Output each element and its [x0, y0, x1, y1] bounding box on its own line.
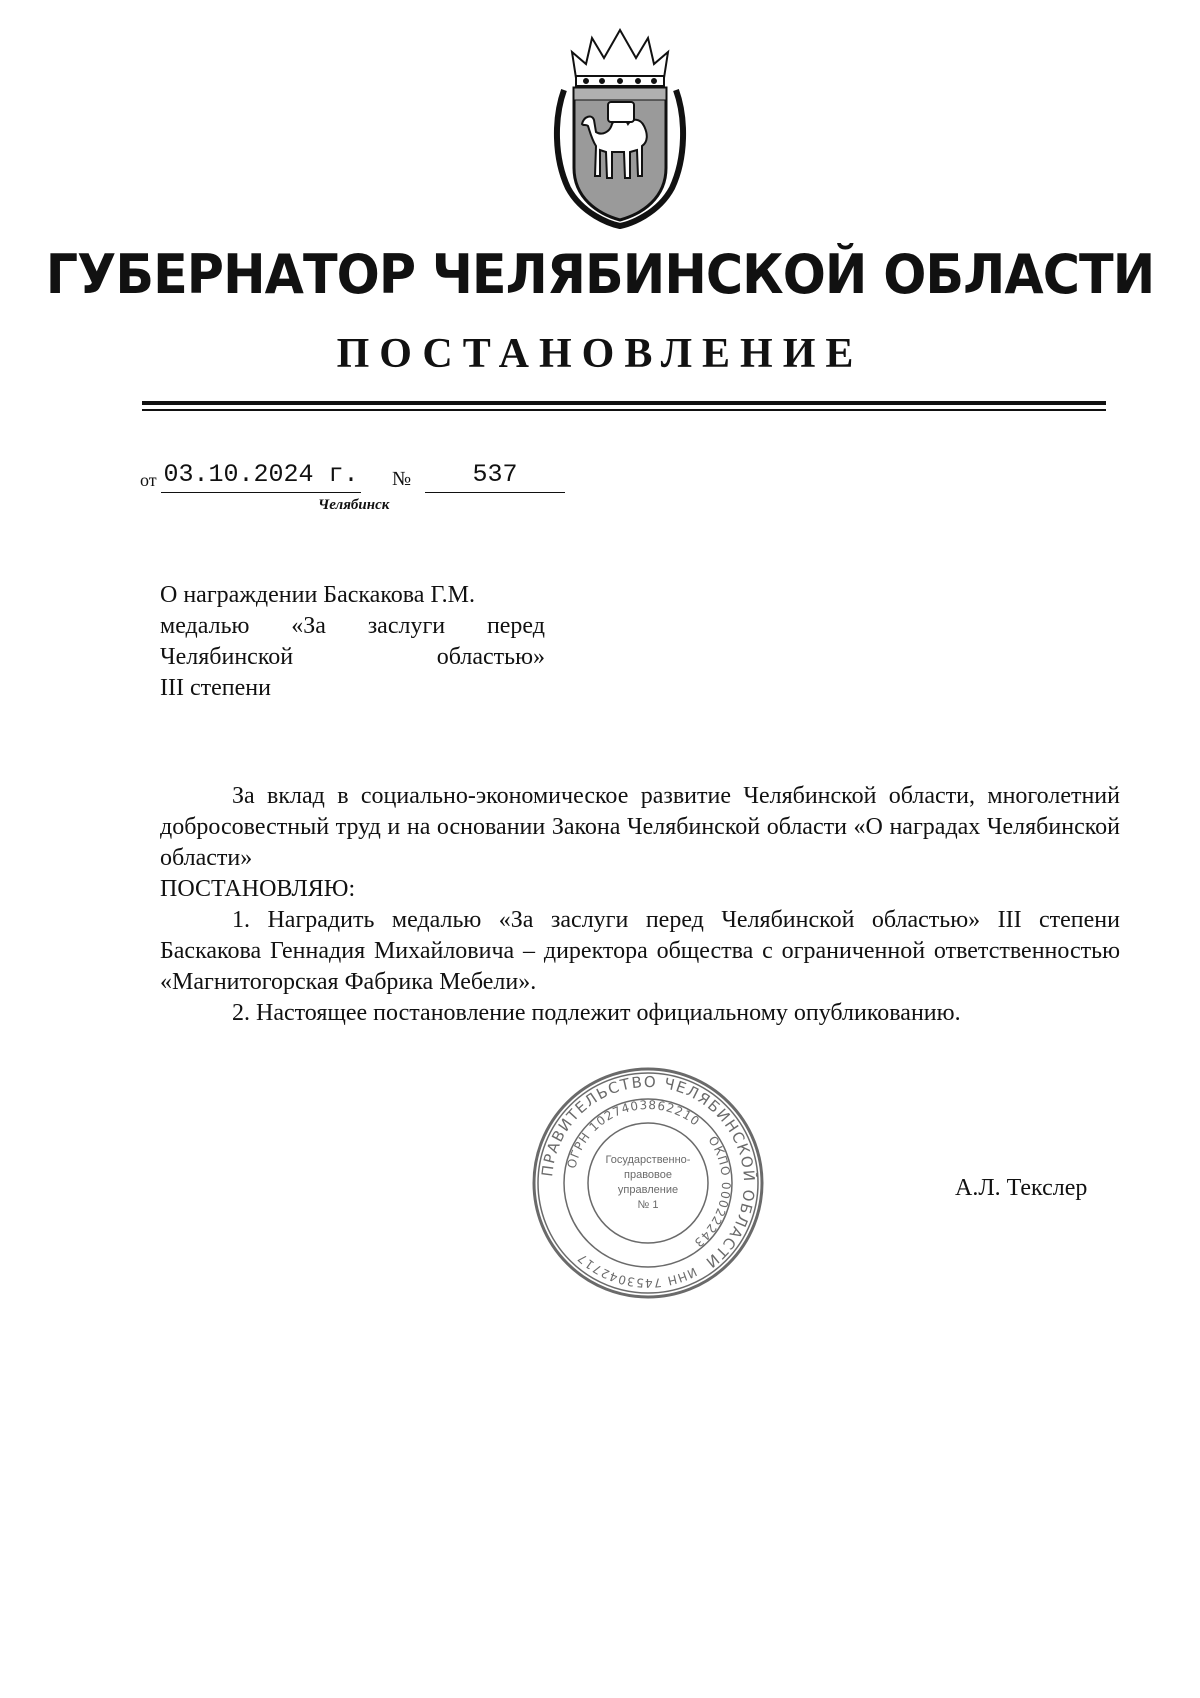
number-sign: № — [392, 468, 412, 490]
stamp-inner-line: № 1 — [637, 1199, 659, 1211]
header-divider-thin — [142, 409, 1106, 411]
stamp-inner-line: Государственно- — [605, 1154, 691, 1166]
stamp-inner-line: управление — [617, 1184, 679, 1196]
stamp-inner-line: правовое — [624, 1169, 672, 1181]
stamp-inn: ИНН 7453042717 — [574, 1250, 700, 1291]
stamp-ogrn: ОГРН 1027403862210 — [564, 1097, 703, 1170]
official-stamp — [528, 1063, 768, 1303]
document-number: 537 — [425, 460, 565, 493]
signatory-name: А.Л. Текслер — [955, 1175, 1088, 1201]
subject-line: III степени — [160, 675, 271, 701]
preamble-paragraph: За вклад в социально-экономическое развитие Челябинской области, многолетний добросовестный труд и на основании Закона Челябинской области «О наградах Челябинской области» — [160, 783, 1120, 871]
city-label: Челябинск — [318, 497, 390, 513]
subject-word: Челябинской — [160, 644, 294, 670]
subject-line: О награждении Баскакова Г.М. — [160, 582, 475, 608]
subject-word: медалью — [160, 613, 250, 639]
document-subject — [160, 580, 545, 704]
document-date: 03.10.2024 г. — [161, 460, 361, 493]
decree-word: ПОСТАНОВЛЯЮ: — [160, 876, 356, 902]
document-meta-line — [140, 460, 740, 494]
stamp-outer-text: ПРАВИТЕЛЬСТВО ЧЕЛЯБИНСКОЙ ОБЛАСТИ — [538, 1072, 759, 1273]
subject-word: перед — [486, 613, 545, 639]
header-divider-thick — [142, 401, 1106, 405]
subject-word: заслуги — [367, 613, 446, 639]
decree-item-1: 1. Наградить медалью «За заслуги перед Челябинской областью» III степени Баскакова Геннадия Михайловича – директора общества с ограниченной ответственностью «Магнитогорская Фабрика Мебели». — [160, 907, 1120, 995]
document-body — [160, 781, 1120, 1029]
coat-of-arms-emblem — [550, 28, 690, 230]
decree-item-2: 2. Настоящее постановление подлежит официальному опубликованию. — [232, 1000, 961, 1026]
subject-line — [160, 642, 545, 673]
stamp-okpo: ОКПО 00022243 — [690, 1133, 734, 1251]
issuer-title: ГУБЕРНАТОР ЧЕЛЯБИНСКОЙ ОБЛАСТИ — [45, 243, 1155, 306]
subject-word: «За — [291, 613, 326, 639]
date-prefix: от — [140, 470, 157, 490]
subject-line — [160, 611, 545, 642]
subject-word: областью» — [436, 644, 545, 670]
document-type-title: ПОСТАНОВЛЕНИЕ — [336, 331, 864, 377]
